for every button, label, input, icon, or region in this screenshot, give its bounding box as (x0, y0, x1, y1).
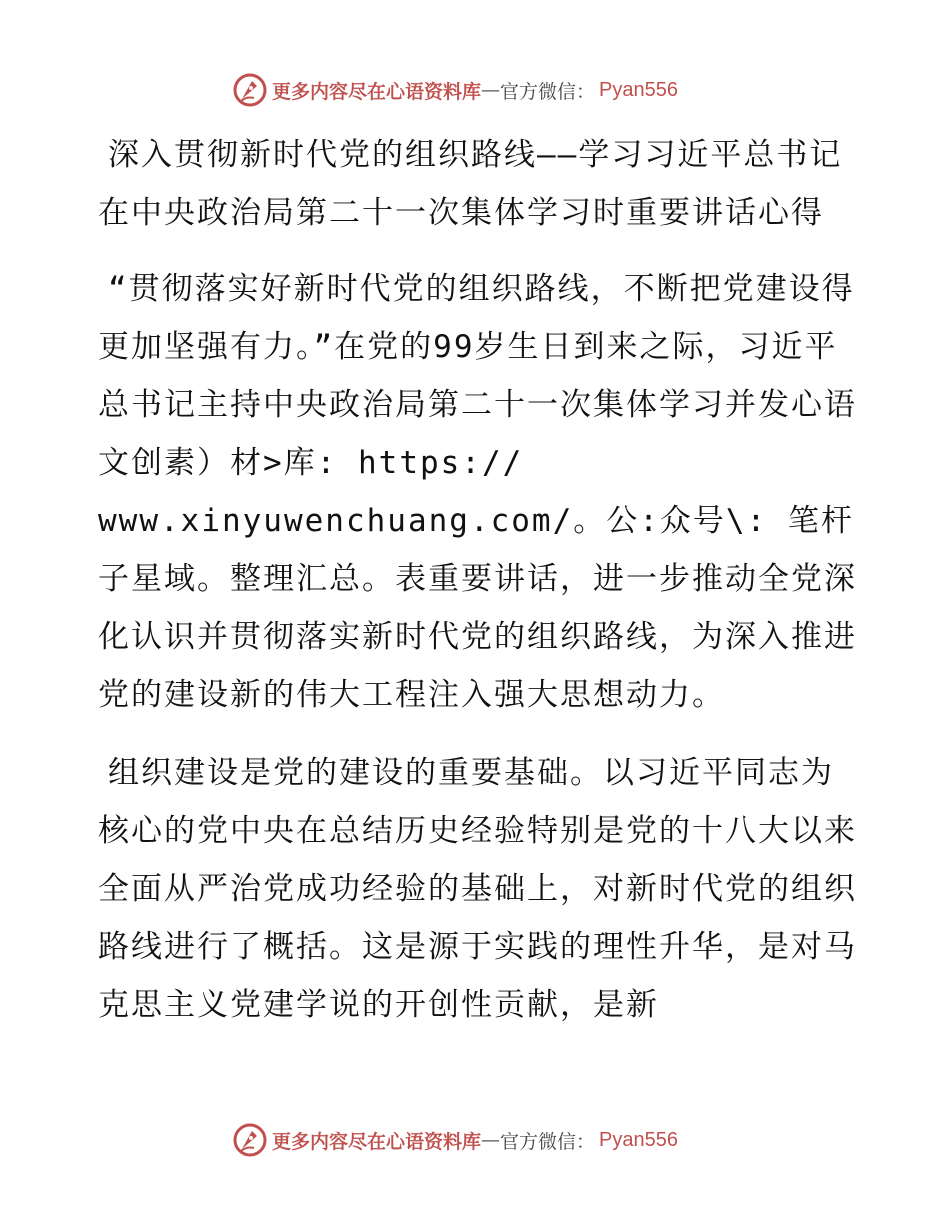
footer-wechat-id: Pyan556 (599, 1128, 678, 1151)
header-banner (232, 70, 678, 110)
paragraph-1: “贯彻落实好新时代党的组织路线，不断把党建设得更加坚强有力。”在党的99岁生日到来之际，习近平总书记主持中央政治局第二十一次集体学习并发心语文创素）材>库: https:// www.xinyuwenchuang.com/。公:众号\: 笔杆子星域。整理汇总。表重要讲话，进一步推动全党深化认识并贯彻落实新时代党的组织路线，为深入推进党的建设新的伟大工程注入强大思想动力。 (98, 271, 857, 713)
header-wechat-id: Pyan556 (599, 78, 678, 101)
pen-nib-circle-icon (232, 1122, 268, 1158)
header-separator: — (481, 79, 501, 101)
document-body (98, 126, 858, 1034)
header-brand-text: 更多内容尽在心语资料库 (272, 80, 482, 103)
paragraph-2: 组织建设是党的建设的重要基础。以习近平同志为核心的党中央在总结历史经验特别是党的十八大以来全面从严治党成功经验的基础上，对新时代党的组织路线进行了概括。这是源于实践的理性升华，是对马克思主义党建学说的开创性贡献，是新 (98, 755, 857, 1023)
footer-banner (232, 1120, 678, 1160)
document-title: 深入贯彻新时代党的组织路线——学习习近平总书记在中央政治局第二十一次集体学习时重要讲话心得 (98, 137, 843, 231)
footer-separator: — (481, 1129, 501, 1151)
footer-wechat-label: 官方微信： (500, 1130, 596, 1153)
header-wechat-label: 官方微信： (500, 80, 596, 103)
footer-brand-text: 更多内容尽在心语资料库 (272, 1130, 482, 1153)
pen-nib-circle-icon (232, 72, 268, 108)
